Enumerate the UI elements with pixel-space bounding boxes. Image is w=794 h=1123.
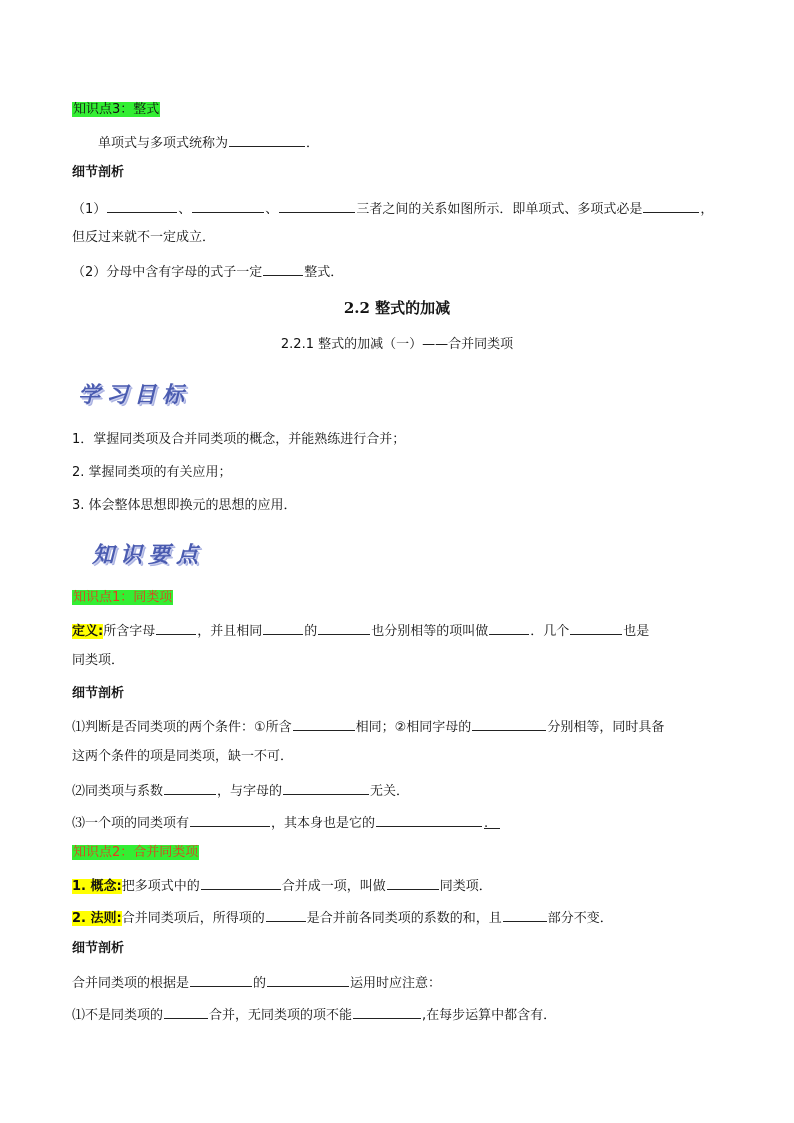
concept-label: 1. 概念: [72, 879, 122, 894]
k1-item-1-continued: 这两个条件的项是同类项，缺一不可． [72, 749, 294, 764]
k1-item-3: ⑶一个项的同类项有 ，其本身也是它的 . [72, 812, 501, 834]
answer-blank[interactable] [164, 1004, 208, 1019]
k3-definition: 单项式与多项式统称为 ． [72, 132, 319, 154]
answer-blank[interactable]: . [484, 814, 500, 829]
highlight-tag: 知识点1：同类项 [73, 590, 173, 605]
answer-blank[interactable] [318, 620, 370, 635]
answer-blank[interactable] [570, 620, 622, 635]
detail-analysis-heading: 细节剖析 [72, 165, 125, 180]
learning-goals-badge: 学习目标 [78, 382, 191, 408]
rule-label: 2. 法则: [72, 911, 122, 926]
answer-blank[interactable] [643, 198, 699, 213]
k3-item-2: （2）分母中含有字母的式子一定 整式． [72, 261, 343, 283]
detail-analysis-heading: 细节剖析 [72, 686, 125, 701]
answer-blank[interactable] [283, 780, 369, 795]
answer-blank[interactable] [192, 198, 264, 213]
answer-blank[interactable] [190, 812, 270, 827]
answer-blank[interactable] [387, 875, 439, 890]
section-title: 2.2 整式的加减 [343, 299, 451, 317]
definition-label: 定义: [72, 624, 104, 639]
highlight-tag: 知识点2：合并同类项 [73, 845, 199, 860]
answer-blank[interactable] [107, 198, 177, 213]
answer-blank[interactable] [263, 620, 303, 635]
k1-item-2: ⑵同类项与系数 ，与字母的 无关． [72, 780, 409, 802]
goal-1: 1．掌握同类项及合并同类项的概念，并能熟练进行合并； [72, 432, 406, 447]
answer-blank[interactable] [353, 1004, 421, 1019]
k3-item-1: （1） 、 、 三者之间的关系如图所示．即单项式、多项式必是 ， [72, 198, 713, 220]
answer-blank[interactable] [229, 132, 305, 147]
answer-blank[interactable] [293, 716, 355, 731]
answer-blank[interactable] [279, 198, 355, 213]
answer-blank[interactable] [489, 620, 529, 635]
section-subtitle: 2.2.1 整式的加减（一）——合并同类项 [280, 337, 514, 352]
answer-blank[interactable] [472, 716, 546, 731]
answer-blank[interactable] [190, 972, 252, 987]
answer-blank[interactable] [263, 261, 303, 276]
k1-definition-continued: 同类项． [72, 653, 125, 668]
goal-3: 3. 体会整体思想即换元的思想的应用． [72, 498, 297, 513]
k3-item-1-continued: 但反过来就不一定成立． [72, 230, 216, 245]
k1-item-1: ⑴判断是否同类项的两个条件：①所含 相同；②相同字母的 分别相等，同时具备 [72, 716, 664, 738]
goal-2: 2. 掌握同类项的有关应用； [72, 465, 232, 480]
k2-basis: 合并同类项的根据是 的 运用时应注意： [72, 972, 441, 994]
k2-rule: 2. 法则:合并同类项后，所得项的 是合并前各同类项的系数的和，且 部分不变． [72, 907, 613, 929]
answer-blank[interactable] [201, 875, 281, 890]
answer-blank[interactable] [376, 812, 482, 827]
knowledge-points-badge: 知识要点 [92, 542, 205, 568]
knowledge-point-1-tag [72, 588, 173, 608]
answer-blank[interactable] [503, 907, 547, 922]
k1-definition: 定义:所含字母 ，并且相同 的 也分别相等的项叫做 ．几个 也是 [72, 620, 649, 642]
detail-analysis-heading: 细节剖析 [72, 941, 125, 956]
k2-note-1: ⑴不是同类项的 合并，无同类项的项不能 ,在每步运算中都含有． [72, 1004, 556, 1026]
knowledge-point-2-tag [72, 843, 199, 863]
highlight-tag: 知识点3：整式 [73, 102, 160, 117]
answer-blank[interactable] [266, 907, 306, 922]
knowledge-point-3-tag [72, 100, 160, 120]
k2-concept: 1. 概念:把多项式中的 合并成一项，叫做 同类项． [72, 875, 492, 897]
answer-blank[interactable] [156, 620, 196, 635]
answer-blank[interactable] [164, 780, 216, 795]
answer-blank[interactable] [267, 972, 349, 987]
